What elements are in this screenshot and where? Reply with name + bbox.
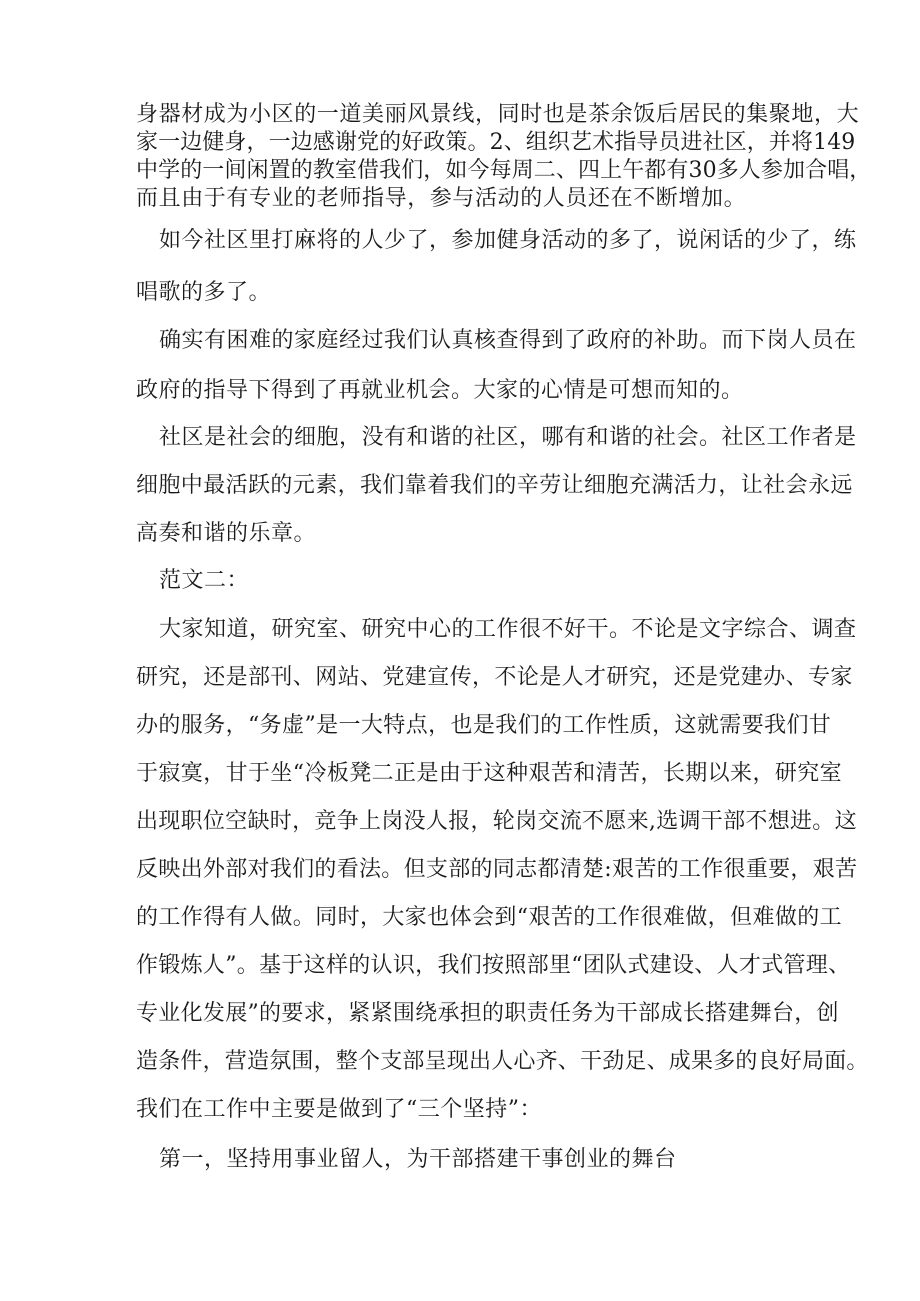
heading-text: 范文二：	[159, 568, 250, 593]
text-line: 如今社区里打麻将的人少了，参加健身活动的多了，说闲话的少了，练	[159, 228, 857, 253]
text-line: 我们在工作中主要是做到了“三个坚持”：	[136, 1097, 542, 1122]
text-line: 于寂寞，甘于坐“冷板凳二正是由于这种艰苦和清苦，长期以来，研究室	[136, 761, 843, 786]
text-line: 唱歌的多了。	[136, 280, 272, 305]
text-line: 而且由于有专业的老师指导，参与活动的人员还在不断增加。	[136, 186, 747, 211]
text-line: 细胞中最活跃的元素，我们靠着我们的辛劳让细胞充满活力，让社会永远	[136, 473, 853, 498]
text-line: 造条件，营造氛围，整个支部呈现出人心齐、干劲足、成果多的良好局面。	[136, 1049, 869, 1074]
text-line: 高奏和谐的乐章。	[136, 521, 317, 546]
text-line: 办的服务，“务虚”是一大特点，也是我们的工作性质，这就需要我们甘	[136, 713, 832, 738]
text-line: 政府的指导下得到了再就业机会。大家的心情是可想而知的。	[136, 378, 744, 403]
text-line: 中学的一间闲置的教室借我们，如今每周二、四上午都有30多人参加合唱，	[136, 158, 872, 183]
text-line: 大家知道，研究室、研究中心的工作很不好干。不论是文字综合、调查	[159, 617, 857, 642]
text-line: 出现职位空缺时，竞争上岗没人报，轮岗交流不愿来,选调干部不想进。这	[136, 809, 857, 834]
text-line: 家一边健身，一边感谢党的好政策。2、组织艺术指导员进社区，并将149	[136, 130, 856, 155]
text-line: 身器材成为小区的一道美丽风景线，同时也是茶余饭后居民的集聚地，大	[136, 102, 860, 127]
text-line: 第一，坚持用事业留人，为干部搭建干事创业的舞台	[159, 1147, 677, 1172]
text-line: 作锻炼人”。基于这样的认识，我们按照部里“团队式建设、人才式管理、	[136, 953, 851, 978]
text-line: 反映出外部对我们的看法。但支部的同志都清楚:艰苦的工作很重要，艰苦	[136, 857, 858, 882]
text-line: 研究，还是部刊、网站、党建宣传，不论是人才研究，还是党建办、专家	[136, 665, 853, 690]
text-line: 确实有困难的家庭经过我们认真核查得到了政府的补助。而下岗人员在	[159, 328, 857, 353]
text-line: 社区是社会的细胞，没有和谐的社区，哪有和谐的社会。社区工作者是	[159, 425, 857, 450]
text-line: 专业化发展”的要求，紧紧围绕承担的职责任务为干部成长搭建舞台，创	[136, 1001, 839, 1026]
text-line: 的工作得有人做。同时，大家也体会到“艰苦的工作很难做，但难做的工	[136, 905, 843, 930]
